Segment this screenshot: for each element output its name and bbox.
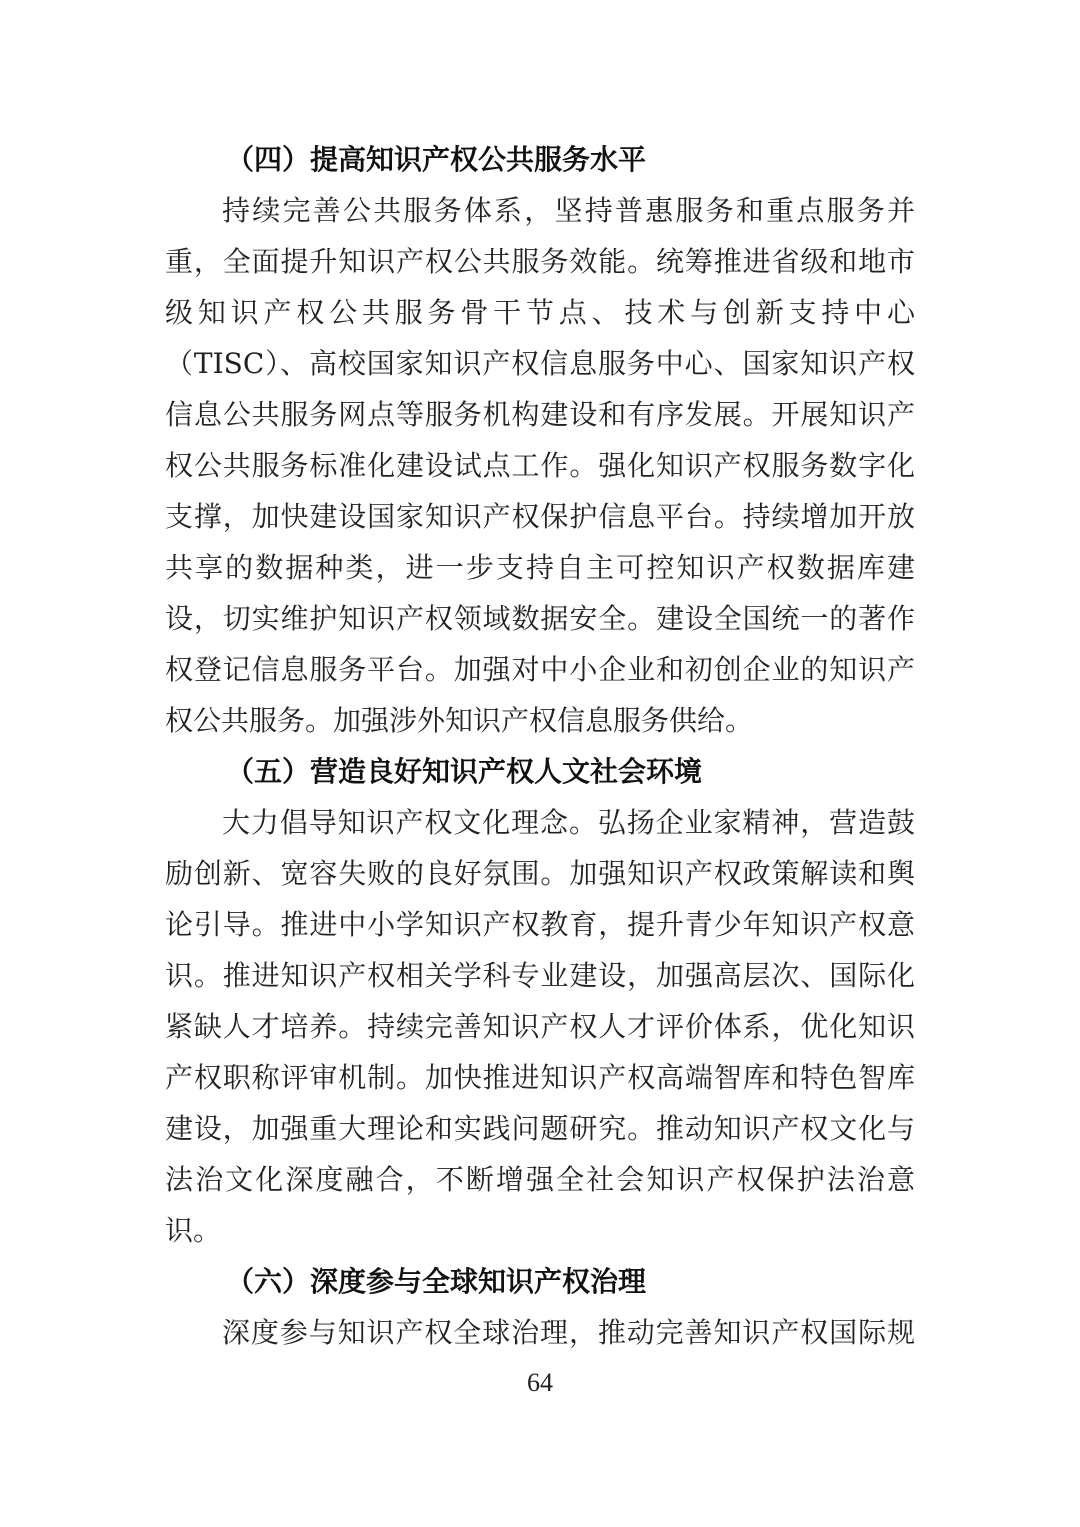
paragraph-line: 识。 — [165, 1214, 222, 1247]
paragraph-line: 论引导。推进中小学知识产权教育，提升青少年知识产权意 — [165, 908, 915, 941]
paragraph-line: 紧缺人才培养。持续完善知识产权人才评价体系，优化知识 — [165, 1010, 915, 1043]
paragraph-line: 励创新、宽容失败的良好氛围。加强知识产权政策解读和舆 — [165, 857, 915, 890]
paragraph-line: 级知识产权公共服务骨干节点、技术与创新支持中心 — [165, 296, 915, 329]
paragraph-line: 深度参与知识产权全球治理，推动完善知识产权国际规 — [222, 1316, 915, 1349]
section-heading-5: （五）营造良好知识产权人文社会环境 — [226, 755, 703, 788]
paragraph-line: 权登记信息服务平台。加强对中小企业和初创企业的知识产 — [165, 653, 915, 686]
paragraph-line: 识。推进知识产权相关学科专业建设，加强高层次、国际化 — [165, 959, 915, 992]
paragraph-line: 重，全面提升知识产权公共服务效能。统筹推进省级和地市 — [165, 245, 915, 278]
paragraph-line: 产权职称评审机制。加快推进知识产权高端智库和特色智库 — [165, 1061, 915, 1094]
paragraph-line: 信息公共服务网点等服务机构建设和有序发展。开展知识产 — [165, 398, 915, 431]
paragraph-line: 支撑，加快建设国家知识产权保护信息平台。持续增加开放 — [165, 500, 915, 533]
paragraph-line: （TISC）、高校国家知识产权信息服务中心、国家知识产权 — [165, 347, 915, 380]
section-heading-6: （六）深度参与全球知识产权治理 — [226, 1265, 647, 1298]
paragraph-line: 持续完善公共服务体系，坚持普惠服务和重点服务并 — [222, 194, 915, 227]
paragraph-line: 权公共服务标准化建设试点工作。强化知识产权服务数字化 — [165, 449, 915, 482]
page-number: 64 — [527, 1368, 553, 1397]
paragraph-line: 设，切实维护知识产权领域数据安全。建设全国统一的著作 — [165, 602, 915, 635]
paragraph-line: 权公共服务。加强涉外知识产权信息服务供给。 — [165, 704, 754, 737]
paragraph-line: 大力倡导知识产权文化理念。弘扬企业家精神，营造鼓 — [222, 806, 915, 839]
section-heading-4: （四）提高知识产权公共服务水平 — [226, 143, 647, 176]
paragraph-line: 建设，加强重大理论和实践问题研究。推动知识产权文化与 — [165, 1112, 915, 1145]
paragraph-line: 法治文化深度融合，不断增强全社会知识产权保护法治意 — [165, 1163, 915, 1196]
paragraph-line: 共享的数据种类，进一步支持自主可控知识产权数据库建 — [165, 551, 915, 584]
